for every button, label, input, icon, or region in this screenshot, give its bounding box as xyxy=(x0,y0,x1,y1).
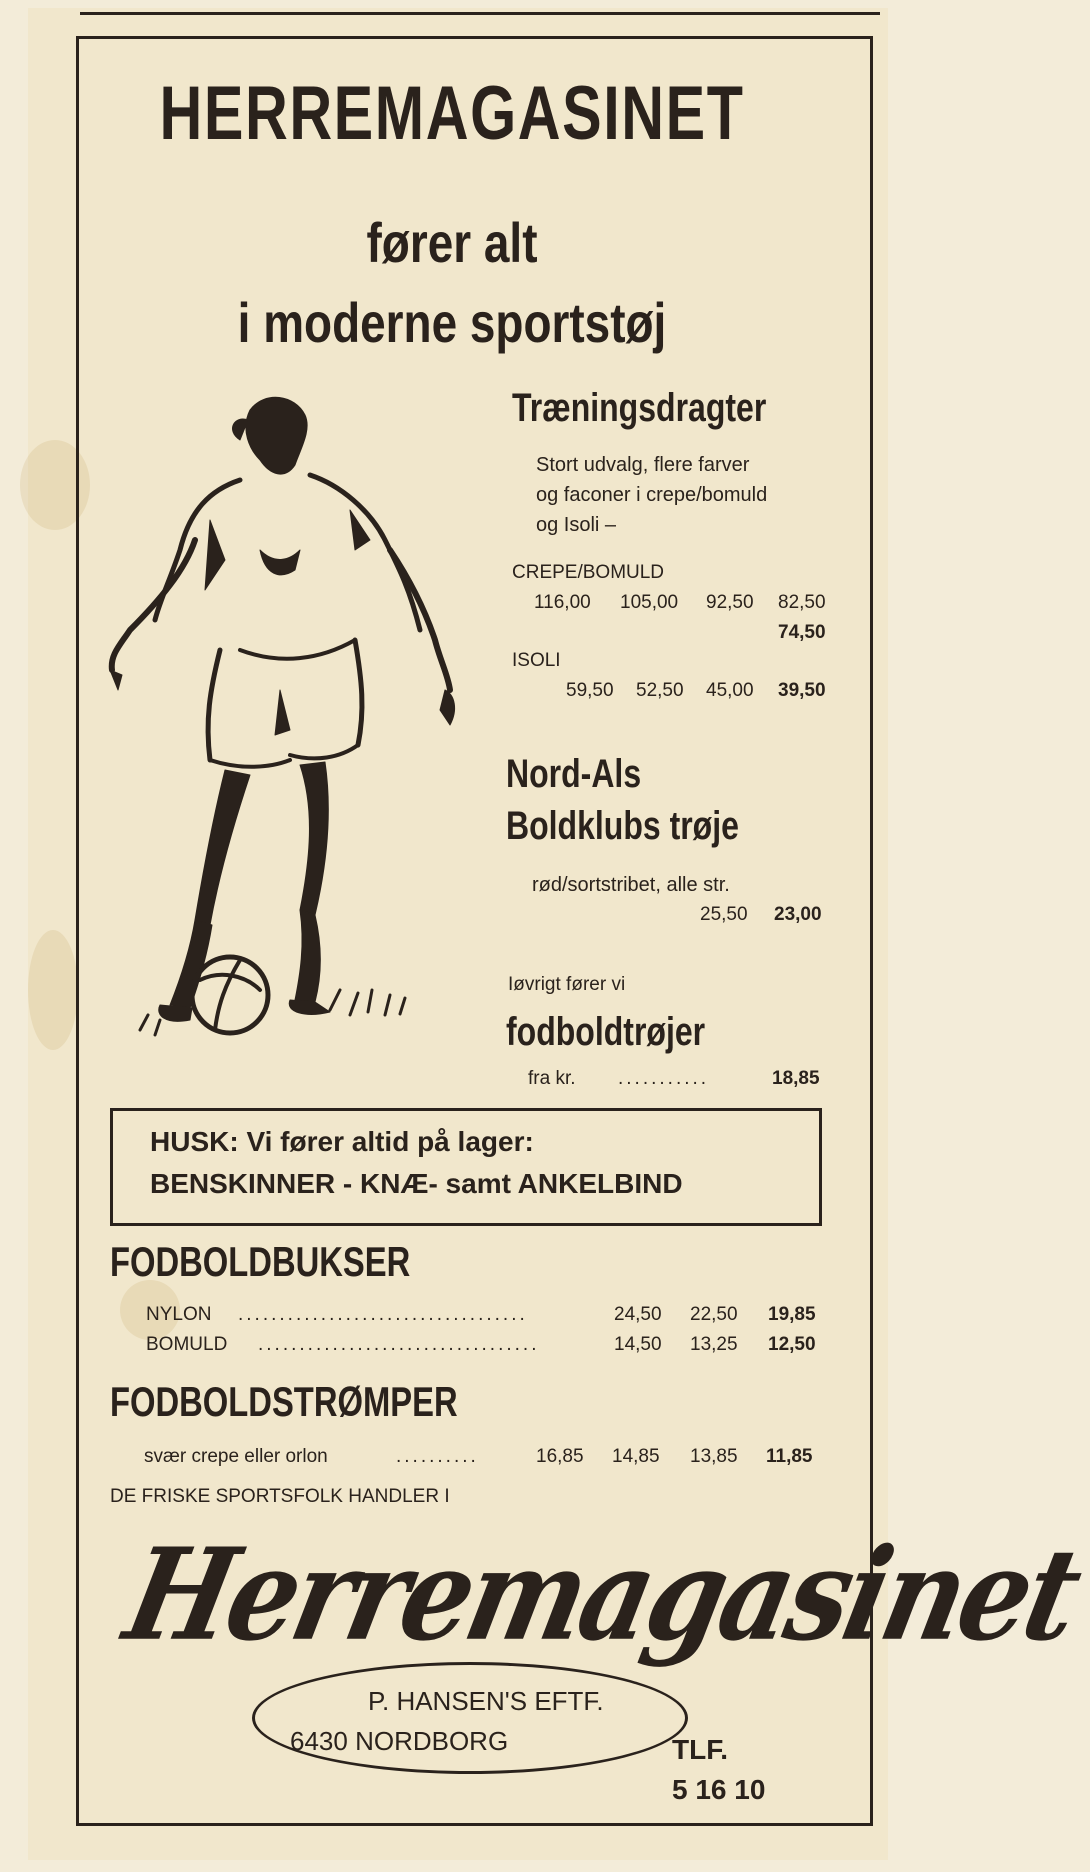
nordals-offer-price: 23,00 xyxy=(774,904,822,925)
nordals-price: 25,50 xyxy=(700,904,748,925)
address-line-1: P. HANSEN'S EFTF. xyxy=(368,1686,604,1716)
bukser-title: FODBOLDBUKSER xyxy=(110,1238,411,1285)
traening-desc-1: Stort udvalg, flere farver xyxy=(536,454,750,476)
stromper-label: svær crepe eller orlon xyxy=(144,1446,328,1467)
bukser-row-bomuld-price-2: 13,25 xyxy=(690,1334,738,1355)
crepe-price-4: 82,50 xyxy=(778,592,826,613)
crepe-price-3: 92,50 xyxy=(706,592,754,613)
shop-logo: Herremagasinet xyxy=(114,1520,1090,1669)
bukser-row-bomuld-offer: 12,50 xyxy=(768,1334,816,1355)
nordals-desc: rød/sortstribet, alle str. xyxy=(532,874,730,896)
bukser-row-bomuld-price-1: 14,50 xyxy=(614,1334,662,1355)
husk-line-2: BENSKINNER - KNÆ- samt ANKELBIND xyxy=(150,1168,683,1199)
bukser-row-nylon-price-2: 22,50 xyxy=(690,1304,738,1325)
nordals-title-1: Nord-Als xyxy=(506,752,642,796)
address-line-2: 6430 NORDBORG xyxy=(290,1726,509,1756)
traening-title: Træningsdragter xyxy=(512,386,767,430)
isoli-price-3: 45,00 xyxy=(706,680,754,701)
phone-number: 5 16 10 xyxy=(672,1774,766,1805)
phone-label: TLF. xyxy=(672,1734,728,1765)
traening-desc-2: og faconer i crepe/bomuld xyxy=(536,484,768,506)
crepe-price-1: 116,00 xyxy=(534,592,591,613)
stromper-price-2: 14,85 xyxy=(612,1446,660,1467)
address-oval xyxy=(252,1662,688,1774)
isoli-offer-price: 39,50 xyxy=(778,680,826,701)
subheadline-1: fører alt xyxy=(366,211,538,274)
fodboldtrojer-dots: ........... xyxy=(618,1068,710,1089)
stromper-title: FODBOLDSTRØMPER xyxy=(110,1378,458,1425)
fodboldtrojer-from: fra kr. xyxy=(528,1068,576,1089)
isoli-label: ISOLI xyxy=(512,650,561,671)
bukser-row-nylon-price-1: 24,50 xyxy=(614,1304,662,1325)
stromper-offer: 11,85 xyxy=(766,1446,813,1467)
bukser-row-nylon-label: NYLON xyxy=(146,1304,212,1325)
footer-tagline: DE FRISKE SPORTSFOLK HANDLER I xyxy=(110,1486,450,1507)
top-rule xyxy=(80,12,880,15)
bukser-row-nylon-dots: ................................... xyxy=(238,1304,528,1325)
fodboldtrojer-intro: Iøvrigt fører vi xyxy=(508,974,626,995)
crepe-offer-price: 74,50 xyxy=(778,622,826,643)
footballer-illustration xyxy=(100,390,510,1080)
headline: HERREMAGASINET xyxy=(159,71,745,156)
traening-desc-3: og Isoli – xyxy=(536,514,617,536)
bukser-row-bomuld-label: BOMULD xyxy=(146,1334,228,1355)
stromper-dots: .......... xyxy=(396,1446,479,1467)
fodboldtrojer-price: 18,85 xyxy=(772,1068,820,1089)
bukser-row-bomuld-dots: .................................. xyxy=(258,1334,540,1355)
bukser-row-nylon-offer: 19,85 xyxy=(768,1304,816,1325)
isoli-price-2: 52,50 xyxy=(636,680,684,701)
stromper-price-1: 16,85 xyxy=(536,1446,584,1467)
nordals-title-2: Boldklubs trøje xyxy=(506,804,739,848)
crepe-price-2: 105,00 xyxy=(620,592,679,613)
fodboldtrojer-title: fodboldtrøjer xyxy=(506,1010,706,1054)
paper-stain xyxy=(28,930,78,1050)
husk-line-1: HUSK: Vi fører altid på lager: xyxy=(150,1126,534,1157)
subheadline-2: i moderne sportstøj xyxy=(237,291,667,354)
isoli-price-1: 59,50 xyxy=(566,680,614,701)
stromper-price-3: 13,85 xyxy=(690,1446,738,1467)
crepe-label: CREPE/BOMULD xyxy=(512,562,665,583)
